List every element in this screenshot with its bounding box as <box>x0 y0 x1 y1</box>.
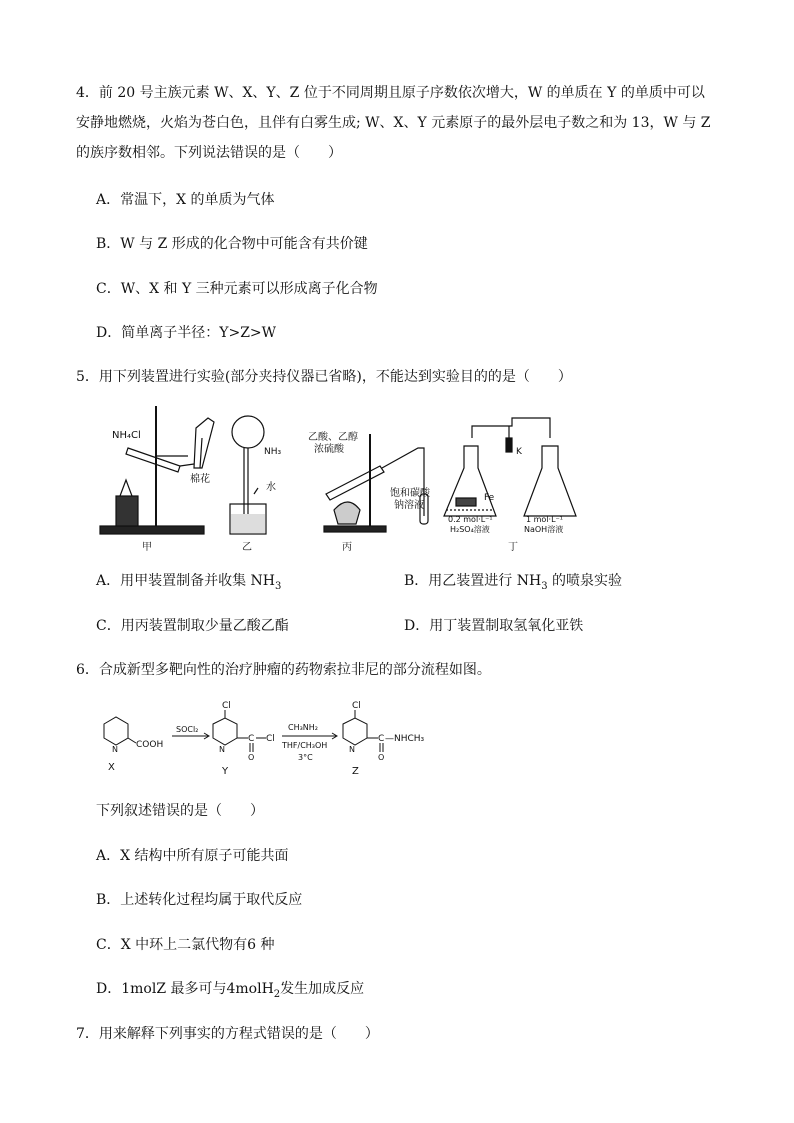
z-carbon: C <box>378 734 385 744</box>
jia-reagent-label: NH₄Cl <box>112 430 141 441</box>
q4-option-c: C．W、X 和 Y 三种元素可以形成离子化合物 <box>96 281 378 297</box>
ding-metal-label: Fe <box>484 493 495 503</box>
z-oxygen: O <box>378 753 385 762</box>
q5-option-b: B．用乙装置进行 $NH_3$ 的喷泉实验 <box>404 573 623 592</box>
y-label: Y <box>222 766 229 777</box>
ding-right-solution-label: NaOH溶液 <box>524 525 564 534</box>
x-cooh-label: COOH <box>136 740 164 750</box>
reagent-temperature: 3°C <box>298 753 313 762</box>
reagent-socl2: SOCl₂ <box>176 725 199 734</box>
q5-option-c: C．用丙装置制取少量乙酸乙酯 <box>96 618 289 634</box>
ding-left-solution-label: H₂SO₄溶液 <box>450 525 490 534</box>
yi-gas-label: NH₃ <box>264 447 282 457</box>
q7-stem: 7．用来解释下列事实的方程式错误的是（ ） <box>76 1026 379 1042</box>
z-nitrogen: N <box>349 745 355 754</box>
apparatus-bing <box>308 430 431 553</box>
bing-reagent1-label: 乙酸、乙醇 <box>308 432 358 443</box>
q4-stem-line1: 4．前 20 号主族元素 W、X、Y、Z 位于不同周期且原子序数依次增大，W 的单质在 Y 的单质中可以 <box>76 85 705 101</box>
q6-option-d: D．1molZ 最多可与4molH$_2$发生加成反应 <box>96 981 365 1000</box>
q5-apparatus-figure <box>98 398 588 556</box>
q4-option-d: D．简单离子半径：Y>Z>W <box>96 325 277 341</box>
jia-cotton-label: 棉花 <box>190 474 210 485</box>
bing-solution1-label: 饱和碳酸 <box>390 488 430 499</box>
jia-caption: 甲 <box>142 542 152 553</box>
q4-stem-line2: 安静地燃烧，火焰为苍白色，且伴有白雾生成; W、X、Y 元素原子的最外层电子数之和为 13，W 与 Z <box>76 115 711 131</box>
bing-reagent2-label: 浓硫酸 <box>314 444 344 455</box>
molecule-x <box>104 717 163 773</box>
q6-option-c: C．X 中环上二氯代物有6 种 <box>96 937 275 953</box>
y-oxygen: O <box>248 753 255 762</box>
z-amide-label: —NHCH₃ <box>385 734 425 744</box>
apparatus-jia <box>100 406 214 553</box>
z-chloro: Cl <box>352 701 361 711</box>
apparatus-yi <box>230 416 282 553</box>
ding-valve-label: K <box>516 447 522 457</box>
bing-caption: 丙 <box>342 542 352 553</box>
yi-water-label: 水 <box>266 482 276 493</box>
q4-stem-line3: 的族序数相邻。下列说法错误的是（ ） <box>76 145 342 161</box>
q5-stem: 5．用下列装置进行实验(部分夹持仪器已省略)，不能达到实验目的的是（ ） <box>76 369 572 385</box>
molecule-y <box>213 701 275 777</box>
y-carbon: C <box>248 734 255 744</box>
q4-option-a: A．常温下，X 的单质为气体 <box>96 192 275 208</box>
y-nitrogen: N <box>219 745 225 754</box>
q6-option-a: A．X 结构中所有原子可能共面 <box>96 848 289 864</box>
x-label: X <box>108 762 115 773</box>
q6-option-b: B．上述转化过程均属于取代反应 <box>96 892 303 908</box>
yi-caption: 乙 <box>242 542 252 553</box>
ding-caption: 丁 <box>508 542 518 553</box>
q6-sub-stem: 下列叙述错误的是（ ） <box>96 803 264 819</box>
molecule-z <box>343 701 425 777</box>
q5-option-a: A．用甲装置制备并收集 $NH_3$ <box>96 573 282 592</box>
apparatus-ding <box>444 418 576 553</box>
q5-option-d: D．用丁装置制取氢氧化亚铁 <box>404 618 584 634</box>
reagent-ch3nh2: CH₃NH₂ <box>288 723 319 732</box>
ding-right-conc-label: 1 mol·L⁻¹ <box>526 515 563 524</box>
x-nitrogen: N <box>112 745 118 754</box>
q6-reaction-scheme <box>92 694 452 786</box>
bing-solution2-label: 钠溶液 <box>394 500 424 511</box>
ding-left-conc-label: 0.2 mol·L⁻¹ <box>448 515 493 524</box>
reagent-solvent: THF/CH₃OH <box>282 741 328 750</box>
q4-option-b: B．W 与 Z 形成的化合物中可能含有共价键 <box>96 236 368 252</box>
q6-stem: 6．合成新型多靶向性的治疗肿瘤的药物索拉非尼的部分流程如图。 <box>76 662 491 678</box>
z-label: Z <box>352 766 359 777</box>
y-acyl-cl: Cl <box>266 734 275 744</box>
y-chloro: Cl <box>222 701 231 711</box>
